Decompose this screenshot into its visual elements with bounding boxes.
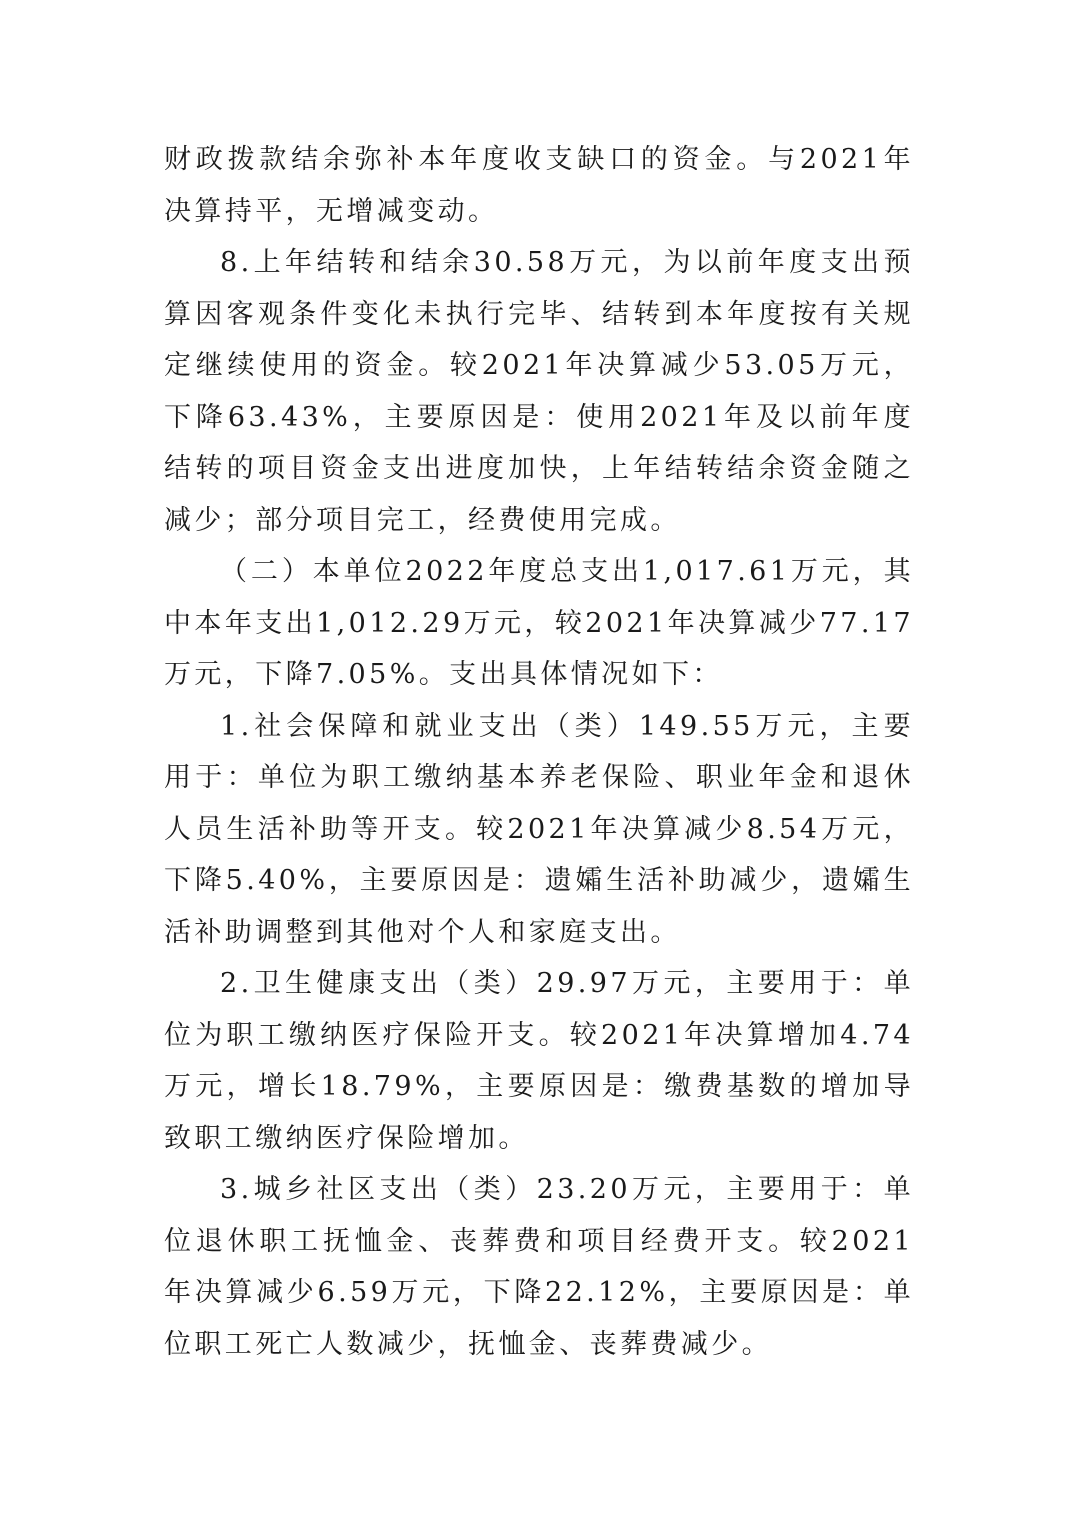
paragraph-fiscal-balance: 财政拨款结余弥补本年度收支缺口的资金。与2021年决算持平，无增减变动。 <box>164 144 914 227</box>
paragraph-health: 2.卫生健康支出（类）29.97万元，主要用于：单位为职工缴纳医疗保险开支。较2021年决算增加4.74万元，增长18.79%，主要原因是：缴费基数的增加导致职工缴纳医疗保险增加。 <box>164 968 914 1154</box>
document-body <box>164 134 914 1370</box>
paragraph-total-expenditure: （二）本单位2022年度总支出1,017.61万元，其中本年支出1,012.29万元，较2021年决算减少77.17万元，下降7.05%。支出具体情况如下： <box>164 556 914 690</box>
paragraph-urban-rural: 3.城乡社区支出（类）23.20万元，主要用于：单位退休职工抚恤金、丧葬费和项目经费开支。较2021年决算减少6.59万元，下降22.12%，主要原因是：单位职工死亡人数减少，抚恤金、丧葬费减少。 <box>164 1174 914 1360</box>
paragraph-social-security: 1.社会保障和就业支出（类）149.55万元，主要用于：单位为职工缴纳基本养老保险、职业年金和退休人员生活补助等开支。较2021年决算减少8.54万元，下降5.40%，主要原因是：遗孀生活补助减少，遗孀生活补助调整到其他对个人和家庭支出。 <box>164 710 914 948</box>
paragraph-carryover-balance: 8.上年结转和结余30.58万元，为以前年度支出预算因客观条件变化未执行完毕、结转到本年度按有关规定继续使用的资金。较2021年决算减少53.05万元，下降63.43%，主要原因是：使用2021年及以前年度结转的项目资金支出进度加快，上年结转结余资金随之减少；部分项目完工，经费使用完成。 <box>164 247 914 536</box>
